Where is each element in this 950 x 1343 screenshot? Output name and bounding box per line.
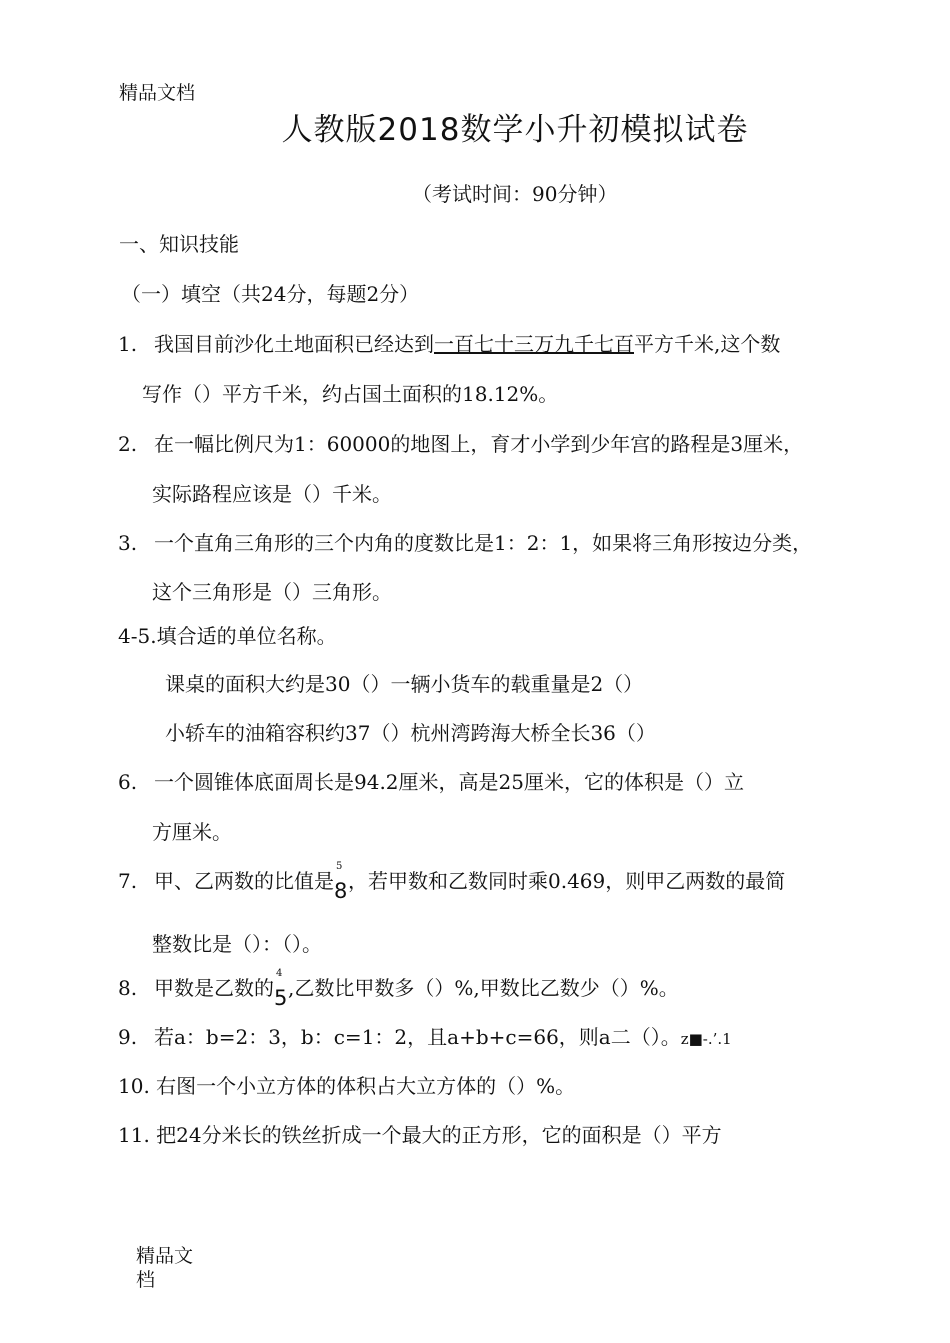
question-4-5-line-2: 小轿车的油箱容积约37（）杭州湾跨海大桥全长36（）	[165, 721, 656, 745]
question-3-line-1	[118, 527, 812, 556]
subsection-heading: （一）填空（共24分，每题2分）	[121, 282, 420, 306]
question-2-line-1	[118, 428, 803, 457]
question-3-line-2: 这个三角形是（）三角形。	[152, 580, 392, 604]
fraction-denominator: 5	[274, 986, 288, 1010]
exam-duration: （考试时间：90分钟）	[412, 182, 618, 206]
scan-artifact-text: z■-.’.1	[680, 1030, 732, 1048]
question-7-line-1	[118, 861, 786, 903]
fraction-denominator: 8	[334, 879, 348, 903]
question-10: 10. 右图一个小立方体的体积占大立方体的（）%。	[118, 1074, 576, 1098]
question-6-line-1	[118, 766, 744, 795]
fraction	[334, 861, 348, 903]
question-6-line-2: 方厘米。	[152, 820, 232, 844]
question-text: 一个圆锥体底面周长是94.2厘米，高是25厘米，它的体积是（）立	[154, 770, 744, 794]
question-text: 甲、乙两数的比值是	[154, 869, 334, 893]
question-1-line-1	[118, 328, 780, 357]
question-text: 平方千米,这个数	[634, 332, 781, 356]
question-11: 11. 把24分米长的铁丝折成一个最大的正方形，它的面积是（）平方	[118, 1123, 722, 1147]
document-title: 人教版2018数学小升初模拟试卷	[281, 112, 749, 148]
section-heading: 一、知识技能	[119, 232, 239, 256]
fraction	[274, 968, 288, 1010]
question-2-line-2: 实际路程应该是（）千米。	[152, 482, 392, 506]
question-text: 在一幅比例尺为1：60000的地图上，育才小学到少年宫的路程是3厘米，	[154, 432, 804, 456]
question-text: 一个直角三角形的三个内角的度数比是1：2：1，如果将三角形按边分类，	[154, 531, 813, 555]
header-watermark: 精品文档	[119, 82, 196, 104]
question-8	[118, 968, 679, 1010]
question-1-line-2: 写作（）平方千米，约占国土面积的18.12%。	[142, 382, 559, 406]
question-4-5-line-1: 课桌的面积大约是30（）一辆小货车的载重量是2（）	[165, 672, 644, 696]
question-number: 8.	[118, 976, 138, 1000]
underlined-number-words: 一百七十三万九千七百	[434, 332, 634, 356]
question-number: 9.	[118, 1025, 138, 1049]
question-text: 我国目前沙化土地面积已经达到	[154, 332, 434, 356]
question-text: 甲数是乙数的	[154, 976, 274, 1000]
question-4-5-heading: 4-5.填合适的单位名称。	[118, 624, 337, 648]
question-number: 6.	[118, 770, 138, 794]
fraction-numerator: 4	[276, 968, 283, 979]
question-text: ,乙数比甲数多（）%,甲数比乙数少（）%。	[288, 976, 679, 1000]
question-text: ，若甲数和乙数同时乘0.469，则甲乙两数的最简	[348, 869, 786, 893]
question-number: 3.	[118, 531, 138, 555]
question-number: 7.	[118, 869, 138, 893]
question-number: 2.	[118, 432, 138, 456]
question-9	[118, 1021, 732, 1050]
question-number: 1.	[118, 332, 138, 356]
footer-watermark: 精品文档	[136, 1245, 194, 1291]
question-text: 若a：b=2：3，b：c=1：2，且a+b+c=66，则a二（）。	[154, 1025, 681, 1049]
question-7-line-2: 整数比是（）：（）。	[152, 932, 322, 956]
fraction-numerator: 5	[336, 861, 343, 872]
